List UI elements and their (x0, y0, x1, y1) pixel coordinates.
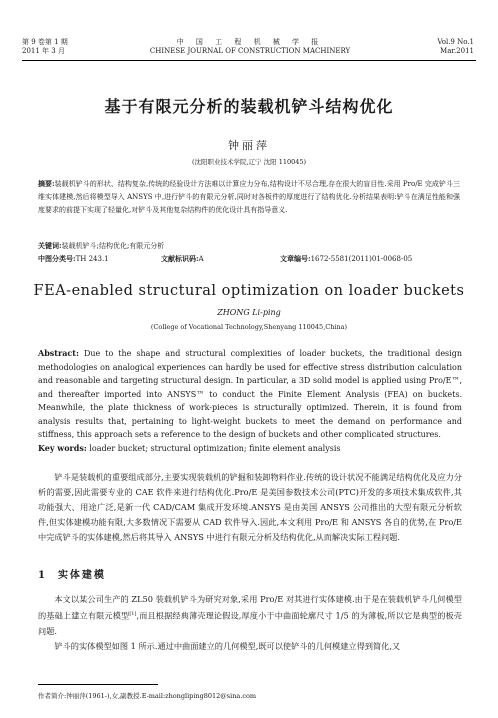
abstract-en (38, 347, 462, 442)
journal-name (120, 38, 380, 56)
section-body (38, 592, 462, 654)
keywords-en (38, 442, 462, 455)
section-paragraph-2: 铲斗的实体模型如图 1 所示.通过中曲面建立的几何模型,既可以使铲斗的几何模建立得到简化,又 (54, 640, 401, 651)
affiliation-cn: (沈阳职业技术学院,辽宁 沈阳 110045) (191, 158, 307, 166)
section-heading (38, 566, 106, 581)
paper-title-en: FEA-enabled structural optimization on loader buckets (33, 283, 465, 299)
citation-ref[interactable]: [1] (129, 611, 137, 617)
clc-code (38, 253, 109, 265)
article-label: 文章编号: (280, 254, 311, 263)
section-title: 实体建模 (57, 570, 106, 581)
volume-info (437, 38, 474, 56)
keywords-en-label: Key words: (38, 443, 87, 453)
abstract-en-text: Due to the shape and structural complexities of loader buckets, the traditional design methodologies on analogical experiences can hardly be used for effective stress distribution calculation and reasonable and targeting structural design. In particular, a 3D solid model is applied using Pro/E™, and thereafter imported into ANSYS™ to conduct the Finite Element Analysis (FEA) on buckets. Meanwhile, the plate thickness of work-pieces is structurally optimized. Therein, it is found from analysis results that, pertaining to light-weight buckets to meet the demand on performance and stiffness, this approach sets a reference to the design of buckets and other complicated structures. (38, 349, 462, 439)
author-cn: 钟丽萍 (228, 139, 270, 152)
section-paragraph-1 (38, 592, 462, 639)
article-number (280, 253, 412, 265)
clc-value: TH 243.1 (75, 255, 109, 263)
abstract-cn-text: 装载机铲斗的形状、结构复杂,传统的经验设计方法难以计算应力分布,结构设计不尽合理,存在很大的盲目性.采用 Pro/E 完成铲斗三维实体建模,然后将模型导入 ANSYS 中,进行铲斗的有限元分析,同时对各板件的厚度进行了结构优化.分析结果表明:铲斗在满足性能和强度要求的前提下实现了轻量化,对铲斗及其他复杂结构件的优化设计具有指导意义. (38, 180, 460, 214)
author-en: ZHONG Li-ping (217, 308, 281, 317)
journal-name-en: CHINESE JOURNAL OF CONSTRUCTION MACHINERY (149, 47, 351, 55)
paper-title-cn: 基于有限元分析的装载机铲斗结构优化 (104, 97, 394, 116)
keywords-en-text: loader bucket; structural optimization; finite element analysis (89, 444, 341, 453)
section-paragraph-1-b: ,而且根据经典薄壳理论假设,厚度小于中曲面轮廓尺寸 1/5 的为薄板,所以它是典型的板壳问题. (38, 610, 462, 636)
article-value: 1672-5581(2011)01-0068-05 (310, 255, 413, 263)
issue-volume: 第 9 卷第 1 期 (22, 38, 68, 46)
intro-paragraph: 铲斗是装载机的重要组成部分,主要实现装载机的铲掘和装卸物料作业.传统的设计状况不能满足结构优化及应力分析的需要,因此需要专业的 CAE 软件来进行结构优化.Pro/E 是美国参数技术公司(PTC)开发的多项技术集成软件,其功能强大、用途广泛,是新一代 CAD/CAM 集成开发环境.ANSYS 是由美国 ANSYS 公司推出的大型有限元分析软件,但实体建模功能有限,大多数情况下需要从 CAD 软件导入.因此,本文利用 Pro/E 和 ANSYS 各自的优势,在 Pro/E 中完成铲斗的实体建模,然后将其导入 ANSYS 中进行有限元分析及结构优化,从而解决实际工程问题. (38, 472, 462, 542)
abstract-en-label: Abstract: (38, 348, 79, 358)
date-en: Mar.2011 (440, 47, 474, 55)
footnote-rule (38, 684, 158, 685)
keywords-cn-label: 关键词: (38, 241, 62, 250)
author-footnote: 作者简介:钟丽萍(1961-),女,副教授.E-mail:zhongliping8012@sina.com (38, 692, 257, 700)
issue-info (22, 38, 68, 56)
keywords-cn (38, 240, 460, 252)
doc-label: 文献标识码: (161, 254, 199, 263)
header-rule (22, 60, 476, 61)
affiliation-en: (College of Vocational Technology,Shenyang 110045,China) (150, 323, 348, 331)
section-paragraph-1-a: 本文以某公司生产的 ZL50 装载机铲斗为研究对象,采用 Pro/E 对其进行实体建模.由于是在装载机铲斗几何模型的基础上建立有限元模型 (38, 594, 462, 621)
abstract-cn-label: 摘要: (38, 179, 55, 188)
journal-name-cn: 中 国 工 程 机 械 学 报 (176, 38, 324, 46)
volume-en: Vol.9 No.1 (437, 38, 474, 46)
issue-date: 2011 年 3 月 (22, 47, 65, 55)
abstract-cn (38, 177, 460, 217)
intro-section (38, 470, 462, 545)
keywords-cn-text: 装载机铲斗;结构优化;有限元分析 (61, 242, 165, 250)
clc-label: 中图分类号: (38, 254, 76, 263)
doc-code (161, 253, 204, 265)
doc-value: A (198, 255, 204, 263)
section-number: 1 (38, 570, 47, 581)
